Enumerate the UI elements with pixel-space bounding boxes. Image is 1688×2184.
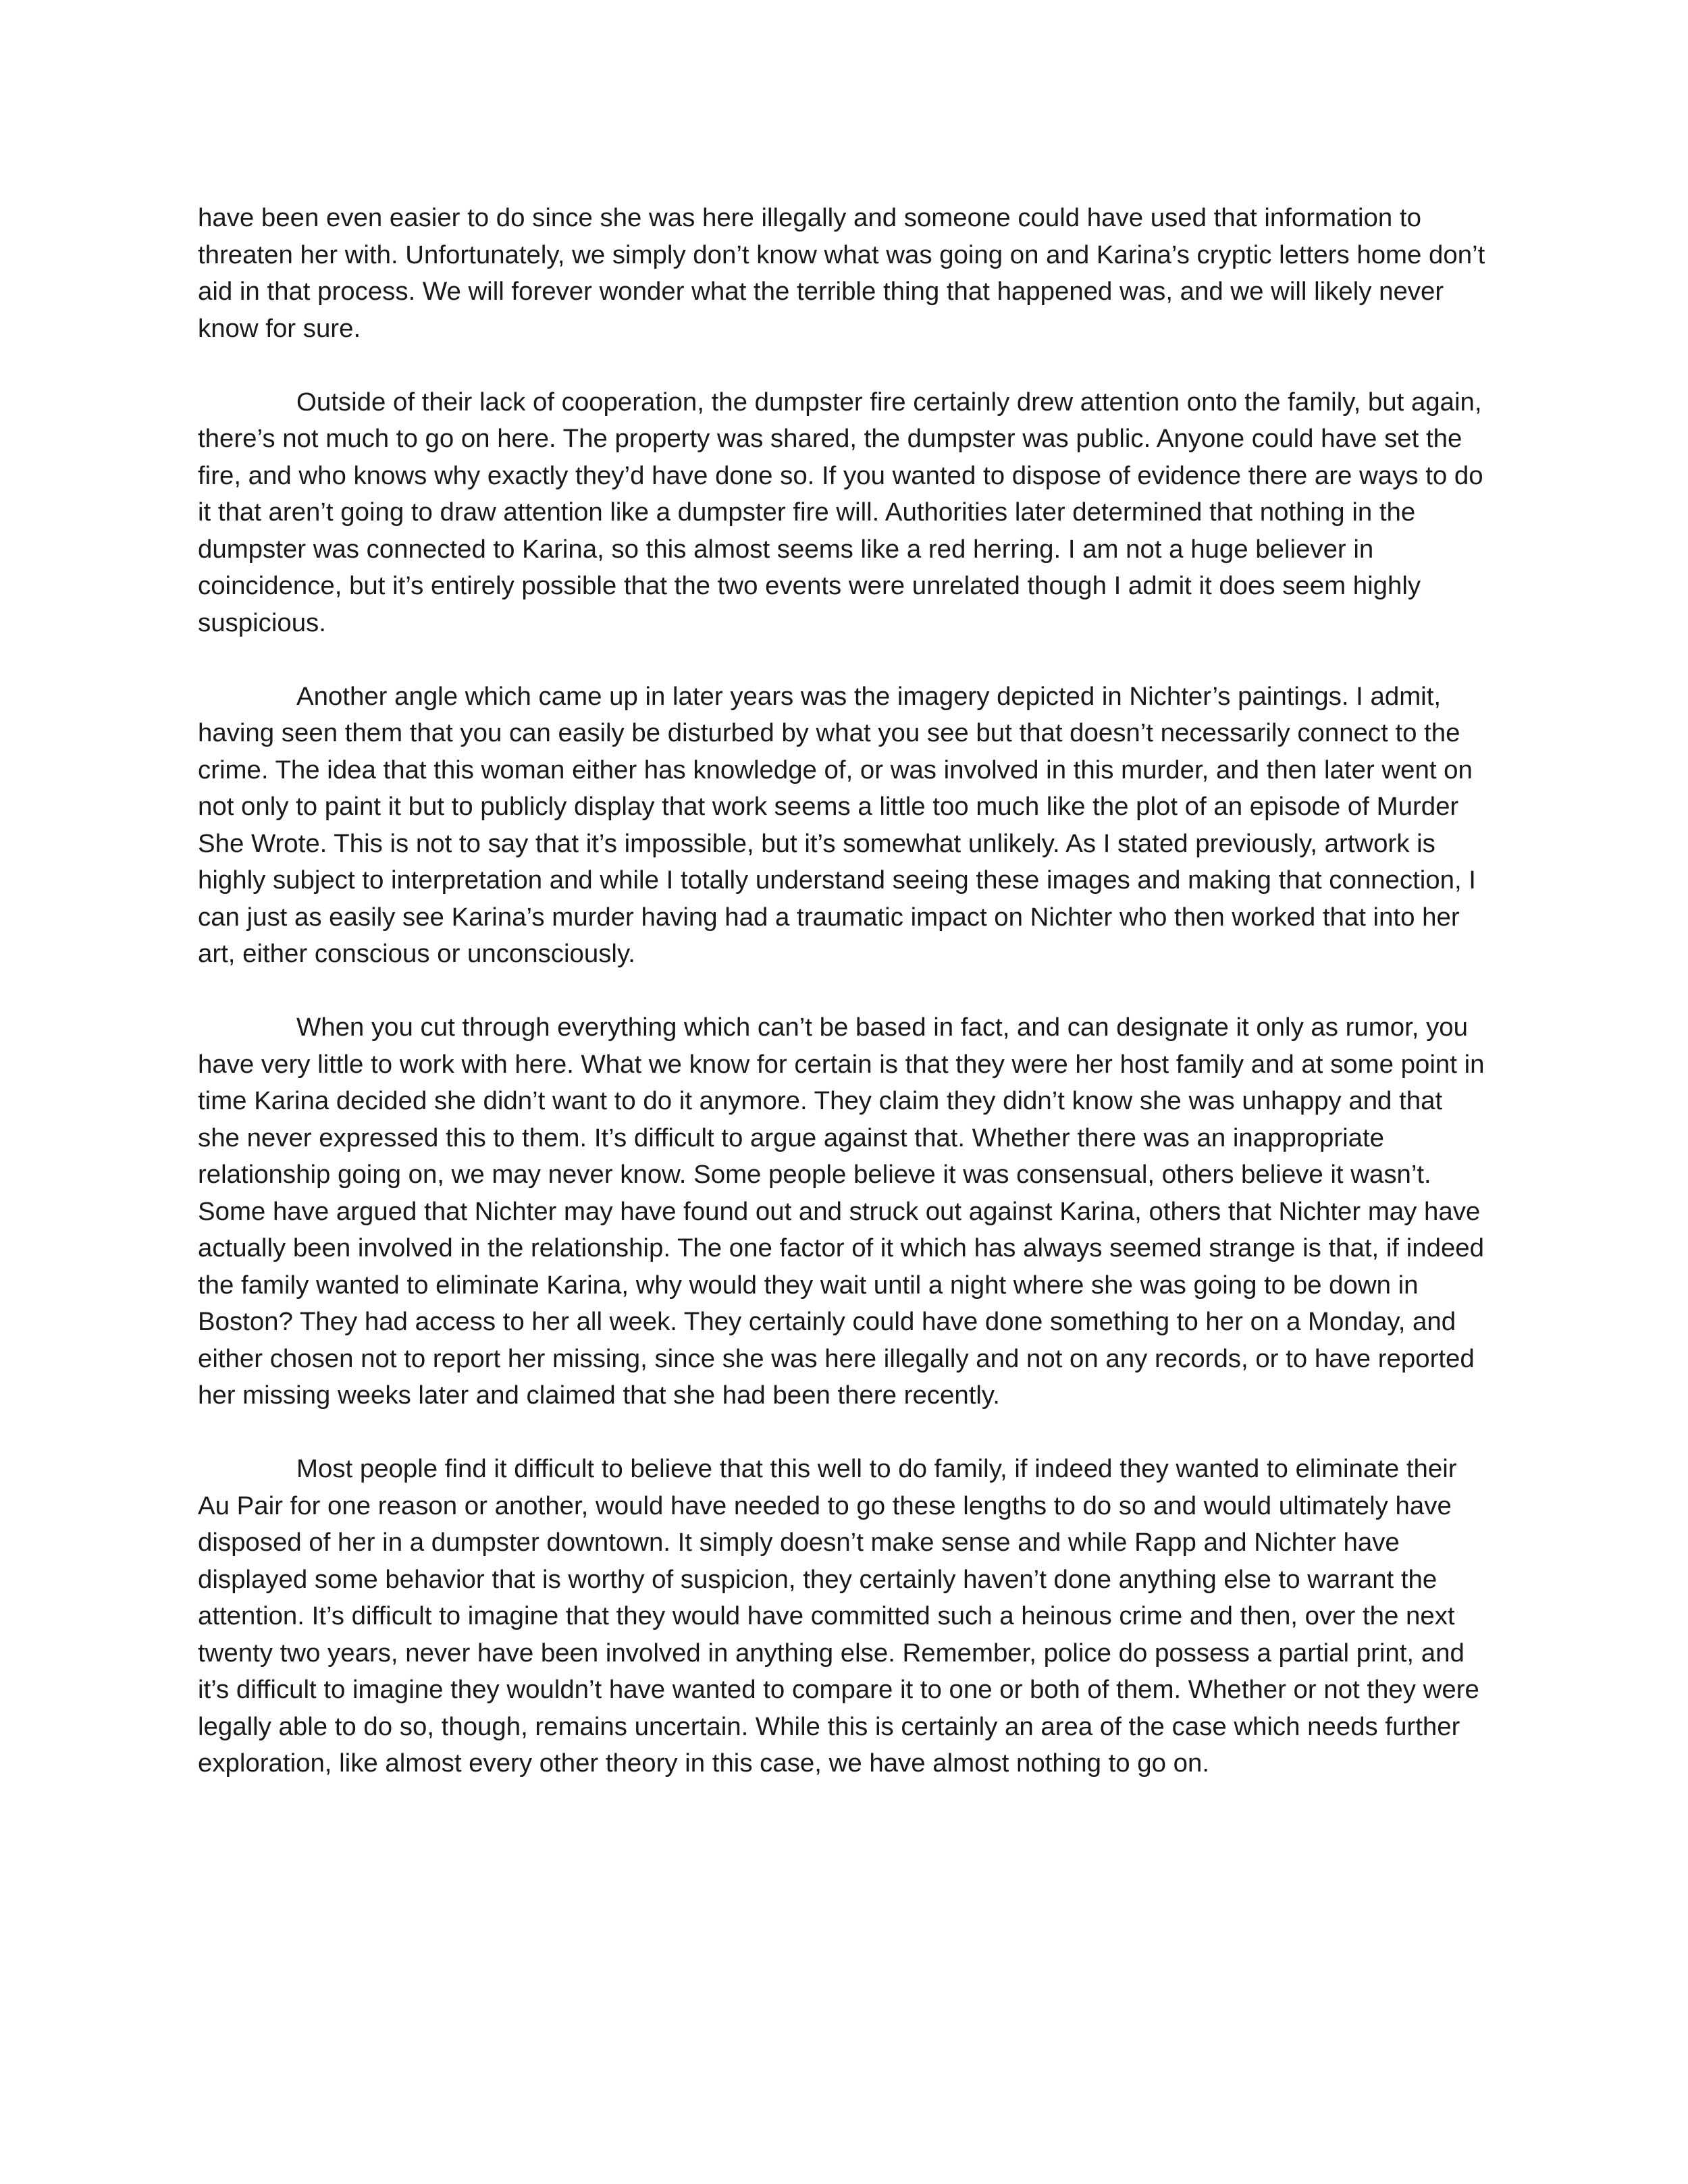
paragraph-1: have been even easier to do since she was here illegally and someone could have used that information to threaten her with. Unfortunately, we simply don’t know what was going on and Karina’s cryptic letters home don’t aid in that process. We will forever wonder what the terrible thing that happened was, and we will likely never know for sure. xyxy=(198,203,1485,343)
paragraph-5: Most people find it difficult to believe that this well to do family, if indeed they wanted to eliminate their Au Pair for one reason or another, would have needed to go these lengths to do so and would ultimately have disposed of her in a dumpster downtown. It simply doesn’t make sense and while Rapp and Nichter have displayed some behavior that is worthy of suspicion, they certainly haven’t done anything else to warrant the attention. It’s difficult to imagine that they would have committed such a heinous crime and then, over the next twenty two years, never have been involved in anything else. Remember, police do possess a partial print, and it’s difficult to imagine they wouldn’t have wanted to compare it to one or both of them. Whether or not they were legally able to do so, though, remains uncertain. While this is certainly an area of the case which needs further exploration, like almost every other theory in this case, we have almost nothing to go on. xyxy=(198,1454,1479,1778)
paragraph-4: When you cut through everything which can’t be based in fact, and can designate it only as rumor, you have very little to work with here. What we know for certain is that they were her host family and at some point in time Karina decided she didn’t want to do it anymore. They claim they didn’t know she was unhappy and that she never expressed this to them. It’s difficult to argue against that. Whether there was an inappropriate relationship going on, we may never know. Some people believe it was consensual, others believe it wasn’t. Some have argued that Nichter may have found out and struck out against Karina, others that Nichter may have actually been involved in the relationship. The one factor of it which has always seemed strange is that, if indeed the family wanted to eliminate Karina, why would they wait until a night where she was going to be down in Boston? They had access to her all week. They certainly could have done something to her on a Monday, and either chosen not to report her missing, since she was here illegally and not on any records, or to have reported her missing weeks later and claimed that she had been there recently. xyxy=(198,1013,1485,1410)
paragraph-2: Outside of their lack of cooperation, the dumpster fire certainly drew attention onto the family, but again, there’s not much to go on here. The property was shared, the dumpster was public. Anyone could have set the fire, and who knows why exactly they’d have done so. If you wanted to dispose of evidence there are ways to do it that aren’t going to draw attention like a dumpster fire will. Authorities later determined that nothing in the dumpster was connected to Karina, so this almost seems like a red herring. I am not a huge believer in coincidence, but it’s entirely possible that the two events were unrelated though I admit it does seem highly suspicious. xyxy=(198,387,1483,637)
paragraph-3: Another angle which came up in later years was the imagery depicted in Nichter’s paintings. I admit, having seen them that you can easily be disturbed by what you see but that doesn’t necessarily connect to the crime. The idea that this woman either has knowledge of, or was involved in this murder, and then later went on not only to paint it but to publicly display that work seems a little too much like the plot of an episode of Murder She Wrote. This is not to say that it’s impossible, but it’s somewhat unlikely. As I stated previously, artwork is highly subject to interpretation and while I totally understand seeing these images and making that connection, I can just as easily see Karina’s murder having had a traumatic impact on Nichter who then worked that into her art, either conscious or unconsciously. xyxy=(198,681,1476,968)
document-body xyxy=(198,200,1491,1782)
